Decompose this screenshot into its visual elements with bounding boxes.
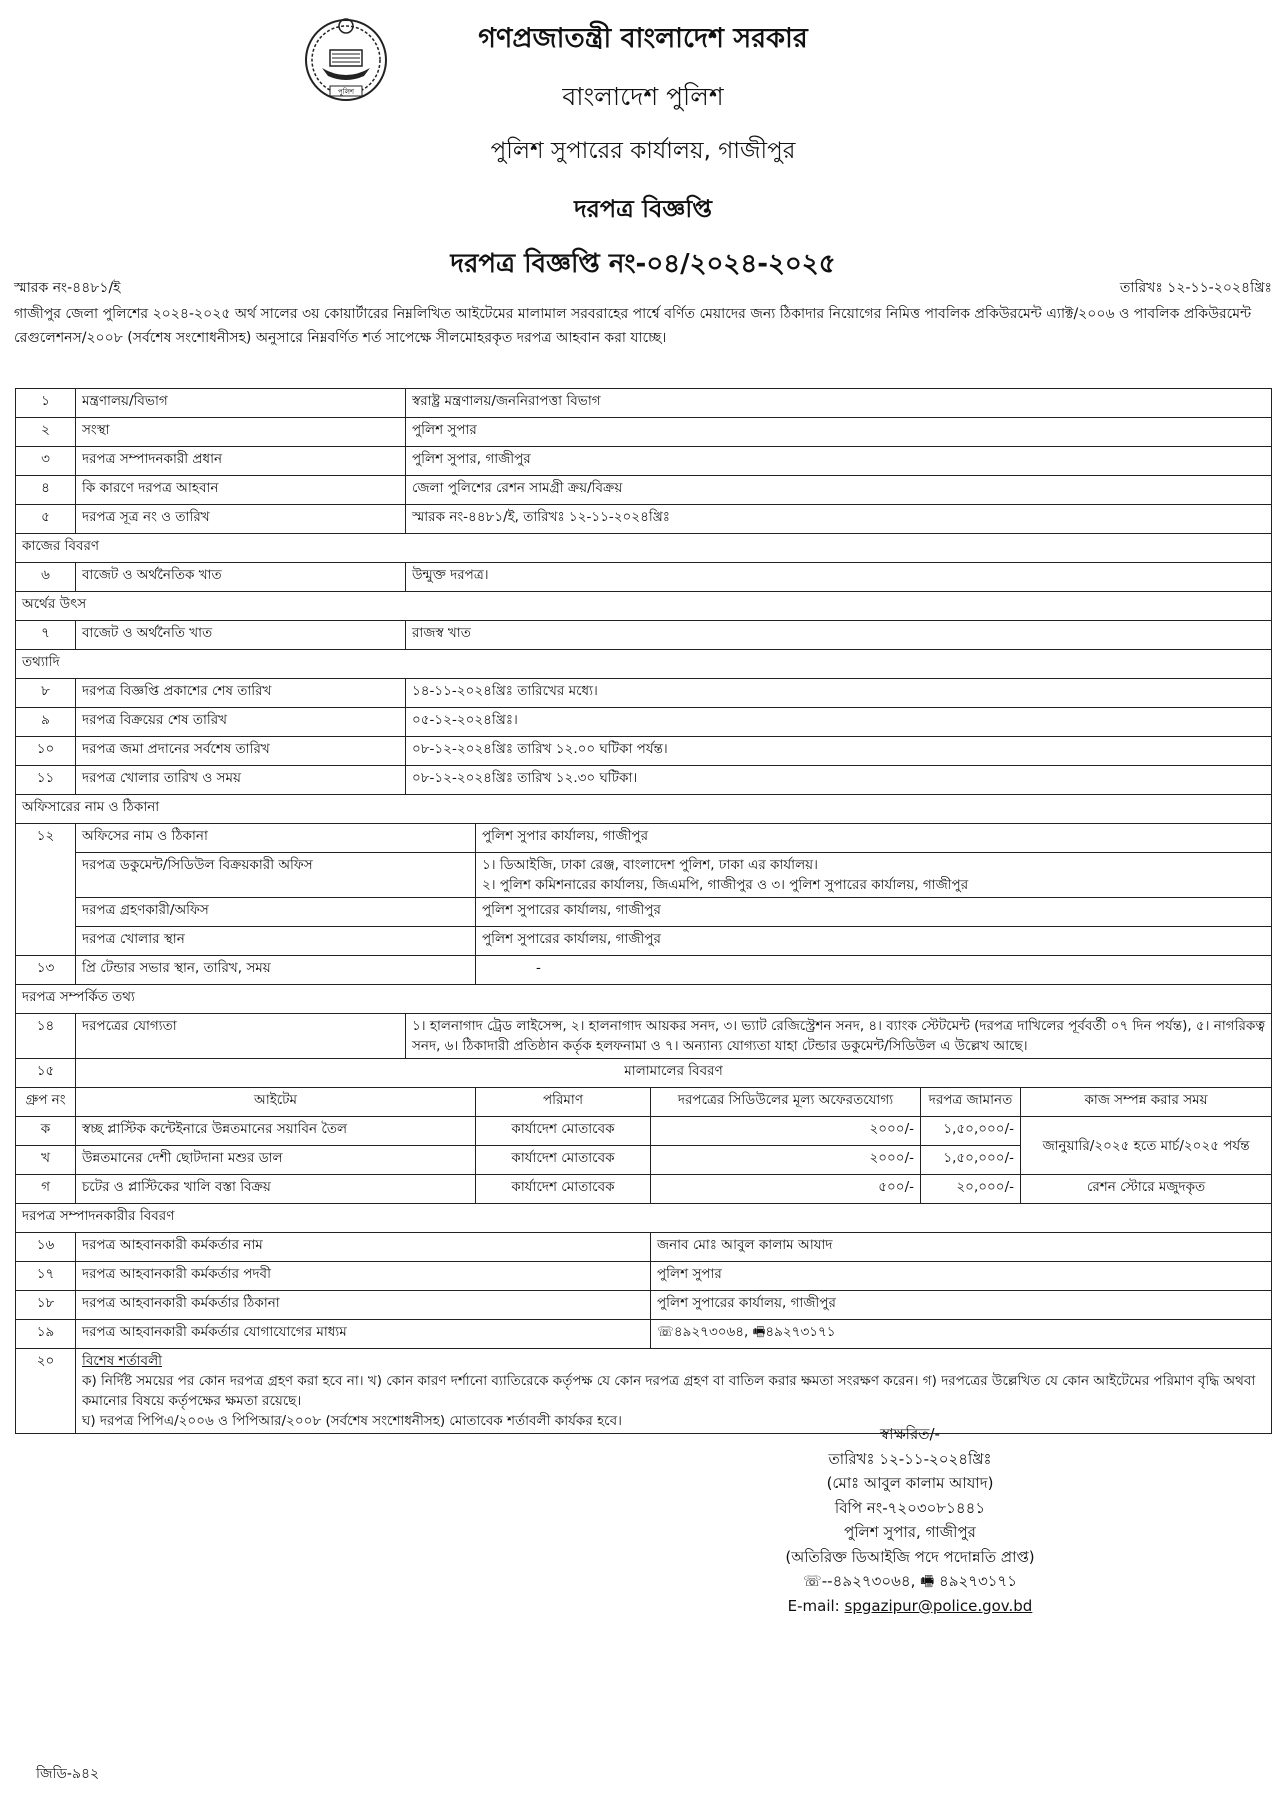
- notice-number: দরপত্র বিজ্ঞপ্তি নং-০৪/২০২৪-২০২৫: [450, 249, 836, 279]
- phone-fax: ☏--৪৯২৭৩০৬৪, 🖷 ৪৯২৭৩১৭১: [803, 1572, 1017, 1590]
- table-row: ১ মন্ত্রণালয়/বিভাগ স্বরাষ্ট্র মন্ত্রণালয়/জননিরাপত্তা বিভাগ: [16, 389, 1272, 418]
- table-row: ৫ দরপত্র সূত্র নং ও তারিখ স্মারক নং-৪৪৮১/ই, তারিখঃ ১২-১১-২০২৪খ্রিঃ: [16, 505, 1272, 534]
- table-row: ১২ অফিসের নাম ও ঠিকানা পুলিশ সুপার কার্যালয়, গাজীপুর: [16, 824, 1272, 853]
- signature-block: [660, 1422, 1160, 1618]
- table-row: ৭ বাজেট ও অর্থনৈতি খাত রাজস্ব খাত: [16, 621, 1272, 650]
- goods-row: গ চটের ও প্লাস্টিকের খালি বস্তা বিক্রয় কার্যাদেশ মোতাবেক ৫০০/- ২০,০০০/- রেশন স্টোরে মজুদকৃত: [16, 1175, 1272, 1204]
- section-row: অফিসারের নাম ও ঠিকানা: [16, 795, 1272, 824]
- table-row: ৬ বাজেট ও অর্থনৈতিক খাত উন্মুক্ত দরপত্র।: [16, 563, 1272, 592]
- tender-table: [15, 388, 1272, 1434]
- table-row: দরপত্র গ্রহণকারী/অফিস পুলিশ সুপারের কার্যালয়, গাজীপুর: [16, 898, 1272, 927]
- table-row: ৩ দরপত্র সম্পাদনকারী প্রধান পুলিশ সুপার, গাজীপুর: [16, 447, 1272, 476]
- memo-date: তারিখঃ ১২-১১-২০২৪খ্রিঃ: [1119, 280, 1272, 296]
- table-row: ২০ বিশেষ শর্তাবলী ক) নির্দিষ্ট সময়ের পর কোন দরপত্র গ্রহণ করা হবে না। খ) কোন কারণ দর্শানো ব্যাতিরেকে কর্তৃপক্ষ যে কোন দরপত্র গ্রহণ বা বাতিল করার ক্ষমতা সংরক্ষণ করেন। গ) দরপত্রের উল্লেখিত যে কোন আইটেমের পরিমাণ বৃদ্ধি অথবা কমানোর বিষয়ে কর্তৃপক্ষের ক্ষমতা রয়েছে। ঘ) দরপত্র পিপিএ/২০০৬ ও পিপিআর/২০০৮ (সর্বশেষ সংশোধনীসহ) মোতাবেক শর্তাবলী কার্যকর হবে।: [16, 1349, 1272, 1434]
- table-row: ৮ দরপত্র বিজ্ঞপ্তি প্রকাশের শেষ তারিখ ১৪-১১-২০২৪খ্রিঃ তারিখের মধ্যে।: [16, 679, 1272, 708]
- intro-paragraph: গাজীপুর জেলা পুলিশের ২০২৪-২০২৫ অর্থ সালের ৩য় কোয়ার্টারের নিম্নলিখিত আইটেমের মালামাল সরবরাহের পার্শ্বে বর্ণিত মেয়াদের জন্য ঠিকাদার নিয়োগের নিমিত্ত পাবলিক প্রকিউরমেন্ট এ্যাক্ট/২০০৬ ও পাবলিক প্রকিউরমেন্ট রেগুলেশনস/২০০৮ (সর্বশেষ সংশোধনীসহ) অনুসারে নিম্নবর্ণিত শর্ত সাপেক্ষে সীলমোহরকৃত দরপত্র আহবান করা যাচ্ছে।: [14, 306, 1252, 346]
- section-row: তথ্যাদি: [16, 650, 1272, 679]
- table-row: ১১ দরপত্র খোলার তারিখ ও সময় ০৮-১২-২০২৪খ্রিঃ তারিখ ১২.৩০ ঘটিকা।: [16, 766, 1272, 795]
- goods-row: খ উন্নতমানের দেশী ছোটদানা মশুর ডাল কার্যাদেশ মোতাবেক ২০০০/- ১,৫০,০০০/-: [16, 1146, 1272, 1175]
- table-row: ৪ কি কারণে দরপত্র আহবান জেলা পুলিশের রেশন সামগ্রী ক্রয়/বিক্রয়: [16, 476, 1272, 505]
- officer-name: (মোঃ আবুল কালাম আযাদ): [826, 1474, 994, 1492]
- section-row: অর্থের উৎস: [16, 592, 1272, 621]
- office-title: পুলিশ সুপারের কার্যালয়, গাজীপুর: [490, 138, 796, 164]
- bp-number: বিপি নং-৭২০৩০৮১৪৪১: [834, 1498, 986, 1517]
- gd-number: জিডি-৯৪২: [36, 1766, 100, 1782]
- svg-text:পুলিশ: পুলিশ: [337, 88, 355, 96]
- section-row: দরপত্র সম্পাদনকারীর বিবরণ: [16, 1204, 1272, 1233]
- govt-title: গণপ্রজাতন্ত্রী বাংলাদেশ সরকার: [478, 23, 808, 54]
- designation: পুলিশ সুপার, গাজীপুর: [844, 1523, 976, 1541]
- signed: স্বাক্ষরিত/-: [880, 1425, 940, 1443]
- table-row: ১৮ দরপত্র আহবানকারী কর্মকর্তার ঠিকানা পুলিশ সুপারের কার্যালয়, গাজীপুর: [16, 1291, 1272, 1320]
- table-row: ১৯ দরপত্র আহবানকারী কর্মকর্তার যোগাযোগের মাধ্যম ☏৪৯২৭৩০৬৪, 🖷৪৯২৭৩১৭১: [16, 1320, 1272, 1349]
- table-row: ১৪ দরপত্রের যোগ্যতা ১। হালনাগাদ ট্রেড লাইসেন্স, ২। হালনাগাদ আয়কর সনদ, ৩। ভ্যাট রেজিস্ট্রেশন সনদ, ৪। ব্যাংক স্টেটমেন্ট (দরপত্র দাখিলের পূর্ববর্তী ০৭ দিন পর্যন্ত), ৫। নাগরিকত্ব সনদ, ৬। ঠিকাদারী প্রতিষ্ঠান কর্তৃক হলফনামা ও ৭। অন্যান্য যোগ্যতা যাহা টেন্ডার ডকুমেন্ট/সিডিউল এ উল্লেখ আছে।: [16, 1014, 1272, 1059]
- email-line: E-mail: spgazipur@police.gov.bd: [787, 1596, 1033, 1615]
- schedule-office-2: ২। পুলিশ কমিশনারের কার্যালয়, জিএমপি, গাজীপুর ও ৩। পুলিশ সুপারের কার্যালয়, গাজীপুর: [482, 877, 969, 893]
- schedule-office-1: ১। ডিআইজি, ঢাকা রেঞ্জ, বাংলাদেশ পুলিশ, ঢাকা এর কার্যালয়।: [482, 857, 818, 873]
- special-terms-heading: বিশেষ শর্তাবলী: [82, 1353, 162, 1369]
- document-header: [0, 8, 1286, 287]
- table-row: ১০ দরপত্র জমা প্রদানের সর্বশেষ তারিখ ০৮-১২-২০২৪খ্রিঃ তারিখ ১২.০০ ঘটিকা পর্যন্ত।: [16, 737, 1272, 766]
- goods-row: ক স্বচ্ছ প্লাস্টিক কন্টেইনারে উন্নতমানের সয়াবিন তৈল কার্যাদেশ মোতাবেক ২০০০/- ১,৫০,০০০/- জানুয়ারি/২০২৫ হতে মার্চ/২০২৫ পর্যন্ত: [16, 1117, 1272, 1146]
- table-row: ৯ দরপত্র বিক্রয়ের শেষ তারিখ ০৫-১২-২০২৪খ্রিঃ।: [16, 708, 1272, 737]
- table-row: ২ সংস্থা পুলিশ সুপার: [16, 418, 1272, 447]
- notice-title: দরপত্র বিজ্ঞপ্তি: [574, 195, 712, 223]
- table-row: ১৬ দরপত্র আহবানকারী কর্মকর্তার নাম জনাব মোঃ আবুল কালাম আযাদ: [16, 1233, 1272, 1262]
- promotion-note: (অতিরিক্ত ডিআইজি পদে পদোন্নতি প্রাপ্ত): [785, 1547, 1035, 1566]
- email-link[interactable]: spgazipur@police.gov.bd: [844, 1596, 1033, 1615]
- table-row: দরপত্র খোলার স্থান পুলিশ সুপারের কার্যালয়, গাজীপুর: [16, 927, 1272, 956]
- section-row: কাজের বিবরণ: [16, 534, 1272, 563]
- table-row: দরপত্র ডকুমেন্ট/সিডিউল বিক্রয়কারী অফিস ১। ডিআইজি, ঢাকা রেঞ্জ, বাংলাদেশ পুলিশ, ঢাকা এর কার্যালয়। ২। পুলিশ কমিশনারের কার্যালয়, জিএমপি, গাজীপুর ও ৩। পুলিশ সুপারের কার্যালয়, গাজীপুর: [16, 853, 1272, 898]
- sign-date: তারিখঃ ১২-১১-২০২৪খ্রিঃ: [828, 1449, 992, 1468]
- table-row: ১৫ মালামালের বিবরণ: [16, 1059, 1272, 1088]
- dept-title: বাংলাদেশ পুলিশ: [562, 82, 724, 111]
- special-terms-text-last: ঘ) দরপত্র পিপিএ/২০০৬ ও পিপিআর/২০০৮ (সর্বশেষ সংশোধনীসহ) মোতাবেক শর্তাবলী কার্যকর হবে।: [82, 1413, 622, 1429]
- table-row: ১৭ দরপত্র আহবানকারী কর্মকর্তার পদবী পুলিশ সুপার: [16, 1262, 1272, 1291]
- table-row: ১৩ প্রি টেন্ডার সভার স্থান, তারিখ, সময় -: [16, 956, 1272, 985]
- memo-ref: স্মারক নং-৪৪৮১/ই: [14, 280, 121, 296]
- special-terms-text: ক) নির্দিষ্ট সময়ের পর কোন দরপত্র গ্রহণ করা হবে না। খ) কোন কারণ দর্শানো ব্যাতিরেকে কর্তৃপক্ষ যে কোন দরপত্র গ্রহণ বা বাতিল করার ক্ষমতা সংরক্ষণ করেন। গ) দরপত্রের উল্লেখিত যে কোন আইটেমের পরিমাণ বৃদ্ধি অথবা কমানোর বিষয়ে কর্তৃপক্ষের ক্ষমতা রয়েছে।: [82, 1373, 1256, 1409]
- section-row: দরপত্র সম্পর্কিত তথ্য: [16, 985, 1272, 1014]
- goods-header-row: গ্রুপ নং আইটেম পরিমাণ দরপত্রের সিডিউলের মূল্য অফেরতযোগ্য দরপত্র জামানত কাজ সম্পন্ন করার সময়: [16, 1088, 1272, 1117]
